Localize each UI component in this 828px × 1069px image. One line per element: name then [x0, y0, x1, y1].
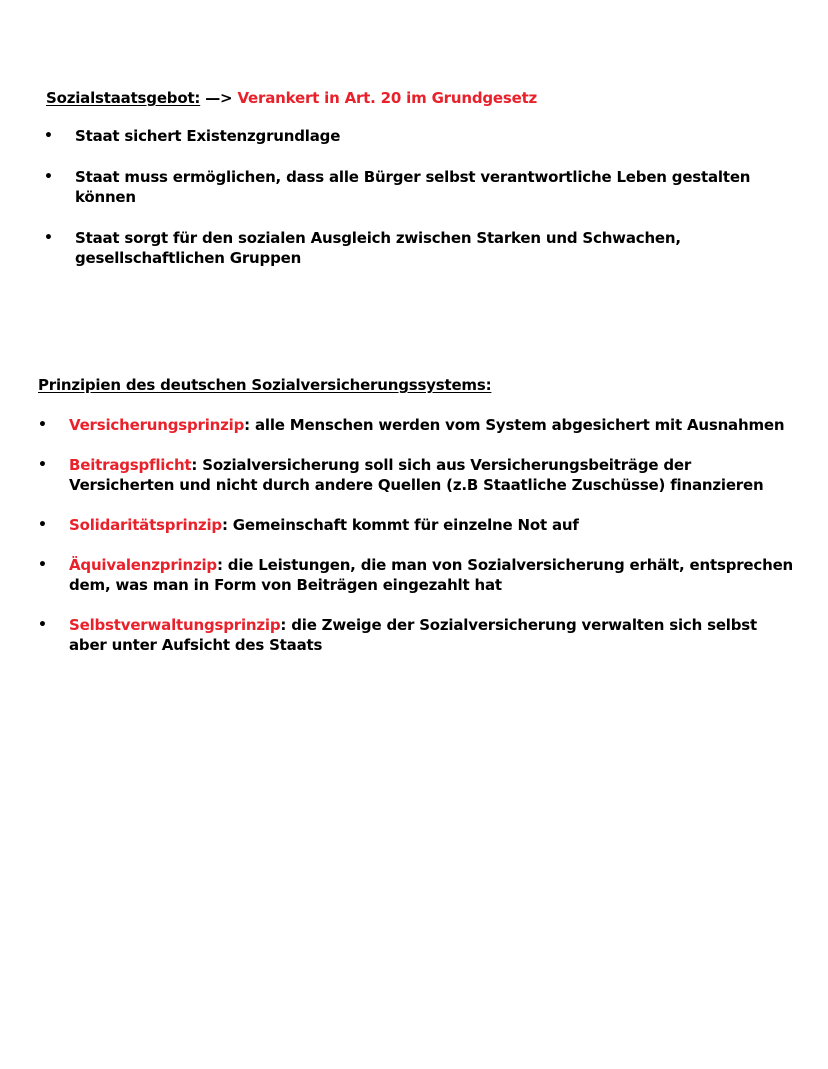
section2-title: Prinzipien des deutschen Sozialversicherungssystems: [38, 376, 492, 394]
section2-list [34, 415, 794, 675]
bullet-icon: • [38, 517, 47, 533]
principle-term: Versicherungsprinzip [69, 416, 245, 434]
list-item [40, 126, 780, 146]
principle-description: : alle Menschen werden vom System abgesichert mit Ausnahmen [244, 416, 785, 434]
principle-term: Selbstverwaltungsprinzip [69, 616, 281, 634]
principle-description: : Gemeinschaft kommt für einzelne Not auf [221, 516, 579, 534]
list-item [34, 415, 794, 435]
bullet-icon: • [38, 617, 47, 633]
bullet-icon: • [44, 128, 53, 144]
section1-title-red: Verankert in Art. 20 im Grundgesetz [237, 89, 538, 107]
list-item [34, 615, 794, 655]
list-item [34, 555, 794, 595]
principle-description: : Sozialversicherung soll sich aus Versicherungsbeiträge der Versicherten und nicht durch andere Quellen (z.B Staatliche Zuschüsse) finanzieren [69, 456, 764, 494]
bullet-icon: • [44, 169, 53, 185]
section1-title: Sozialstaatsgebot: [46, 89, 201, 107]
section1-list [40, 126, 780, 289]
arrow-symbol: —> [200, 89, 238, 107]
list-item-text: Staat sorgt für den sozialen Ausgleich zwischen Starken und Schwachen, gesellschaftlichen Gruppen [75, 229, 681, 267]
section1-heading [46, 88, 537, 108]
principle-term: Solidaritätsprinzip [69, 516, 222, 534]
list-item-text: Staat muss ermöglichen, dass alle Bürger selbst verantwortliche Leben gestalten können [75, 168, 751, 206]
principle-term: Äquivalenzprinzip [69, 556, 217, 574]
section2-heading [38, 375, 491, 395]
principle-term: Beitragspflicht [69, 456, 192, 474]
list-item-text: Staat sichert Existenzgrundlage [75, 127, 341, 145]
bullet-icon: • [38, 457, 47, 473]
list-item [40, 167, 780, 207]
principle-description: : die Leistungen, die man von Sozialversicherung erhält, entsprechen dem, was man in Form von Beiträgen eingezahlt hat [69, 556, 794, 594]
list-item [34, 455, 794, 495]
bullet-icon: • [38, 557, 47, 573]
bullet-icon: • [38, 417, 47, 433]
bullet-icon: • [44, 230, 53, 246]
principle-description: : die Zweige der Sozialversicherung verwalten sich selbst aber unter Aufsicht des Staats [69, 616, 757, 654]
list-item [40, 228, 780, 268]
list-item [34, 515, 794, 535]
